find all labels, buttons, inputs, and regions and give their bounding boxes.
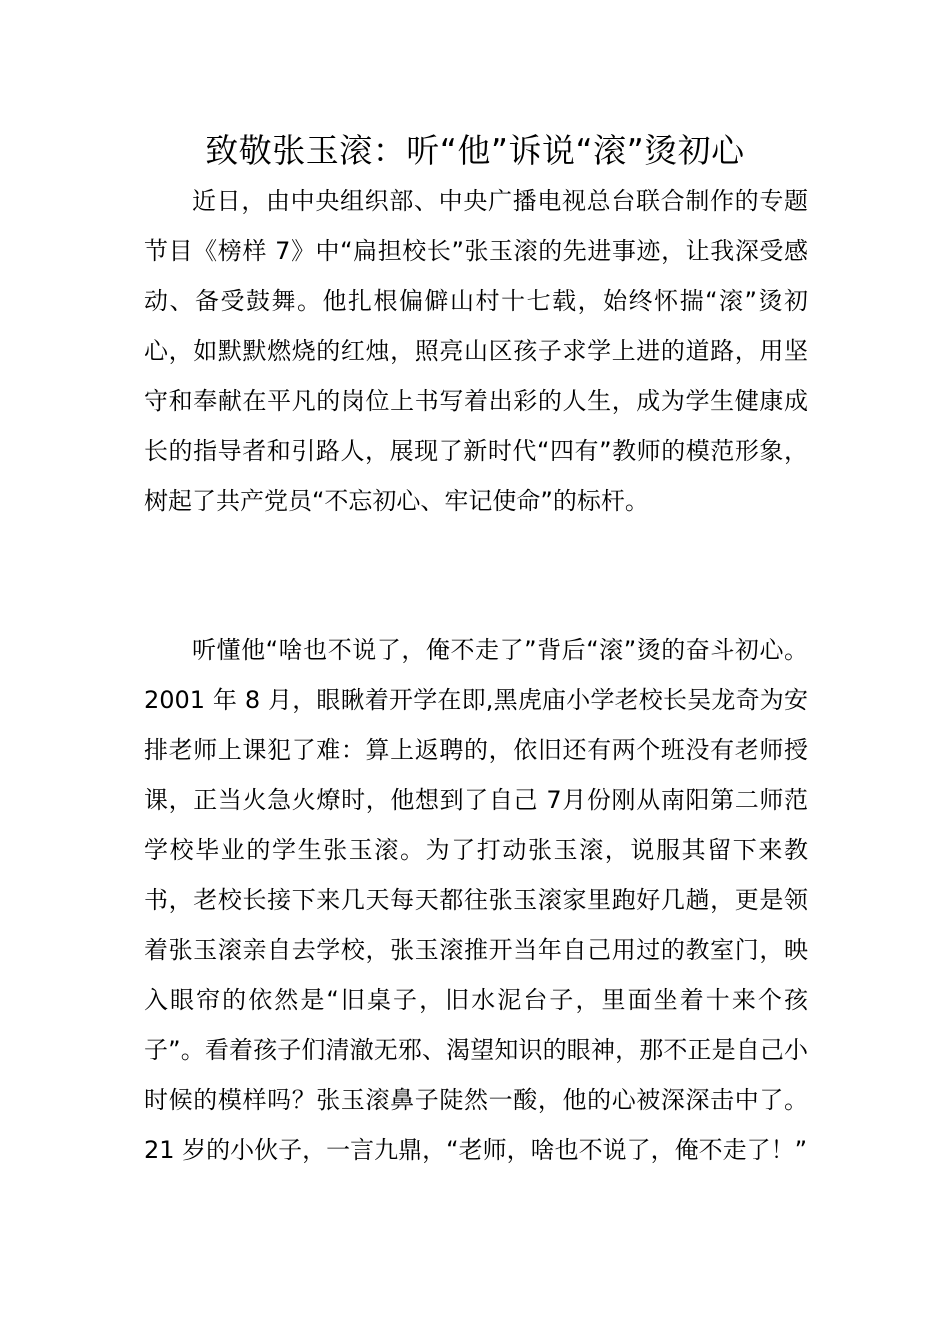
document-title: 致敬张玉滚：听“他”诉说“滚”烫初心	[205, 131, 745, 170]
paragraph-2: 听懂他“啥也不说了，俺不走了”背后“滚”烫的奋斗初心。2001 年 8 月，眼瞅着开学在即,黑虎庙小学老校长吴龙奇为安排老师上课犯了难：算上返聘的，依旧还有两个班没有老师授课，正当火急火燎时，他想到了自己 7月份刚从南阳第二师范学校毕业的学生张玉滚。为了打动张玉滚，说服其留下来教书，老校长接下来几天每天都往张玉滚家里跑好几趟，更是领着张玉滚亲自去学校，张玉滚推开当年自己用过的教室门，映入眼帘的依然是“旧桌子，旧水泥台子，里面坐着十来个孩子”。看着孩子们清澈无邪、渴望知识的眼神，那不正是自己小时候的模样吗？张玉滚鼻子陡然一酸，他的心被深深击中了。21 岁的小伙子，一言九鼎，“老师，啥也不说了，俺不走了！”	[144, 636, 808, 1164]
paragraph-1: 近日，由中央组织部、中央广播电视总台联合制作的专题节目《榜样 7》中“扁担校长”张玉滚的先进事迹，让我深受感动、备受鼓舞。他扎根偏僻山村十七载，始终怀揣“滚”烫初心，如默默燃烧的红烛，照亮山区孩子求学上进的道路，用坚守和奉献在平凡的岗位上书写着出彩的人生，成为学生健康成长的指导者和引路人，展现了新时代“四有”教师的模范形象，树起了共产党员“不忘初心、牢记使命”的标杆。	[144, 187, 808, 515]
